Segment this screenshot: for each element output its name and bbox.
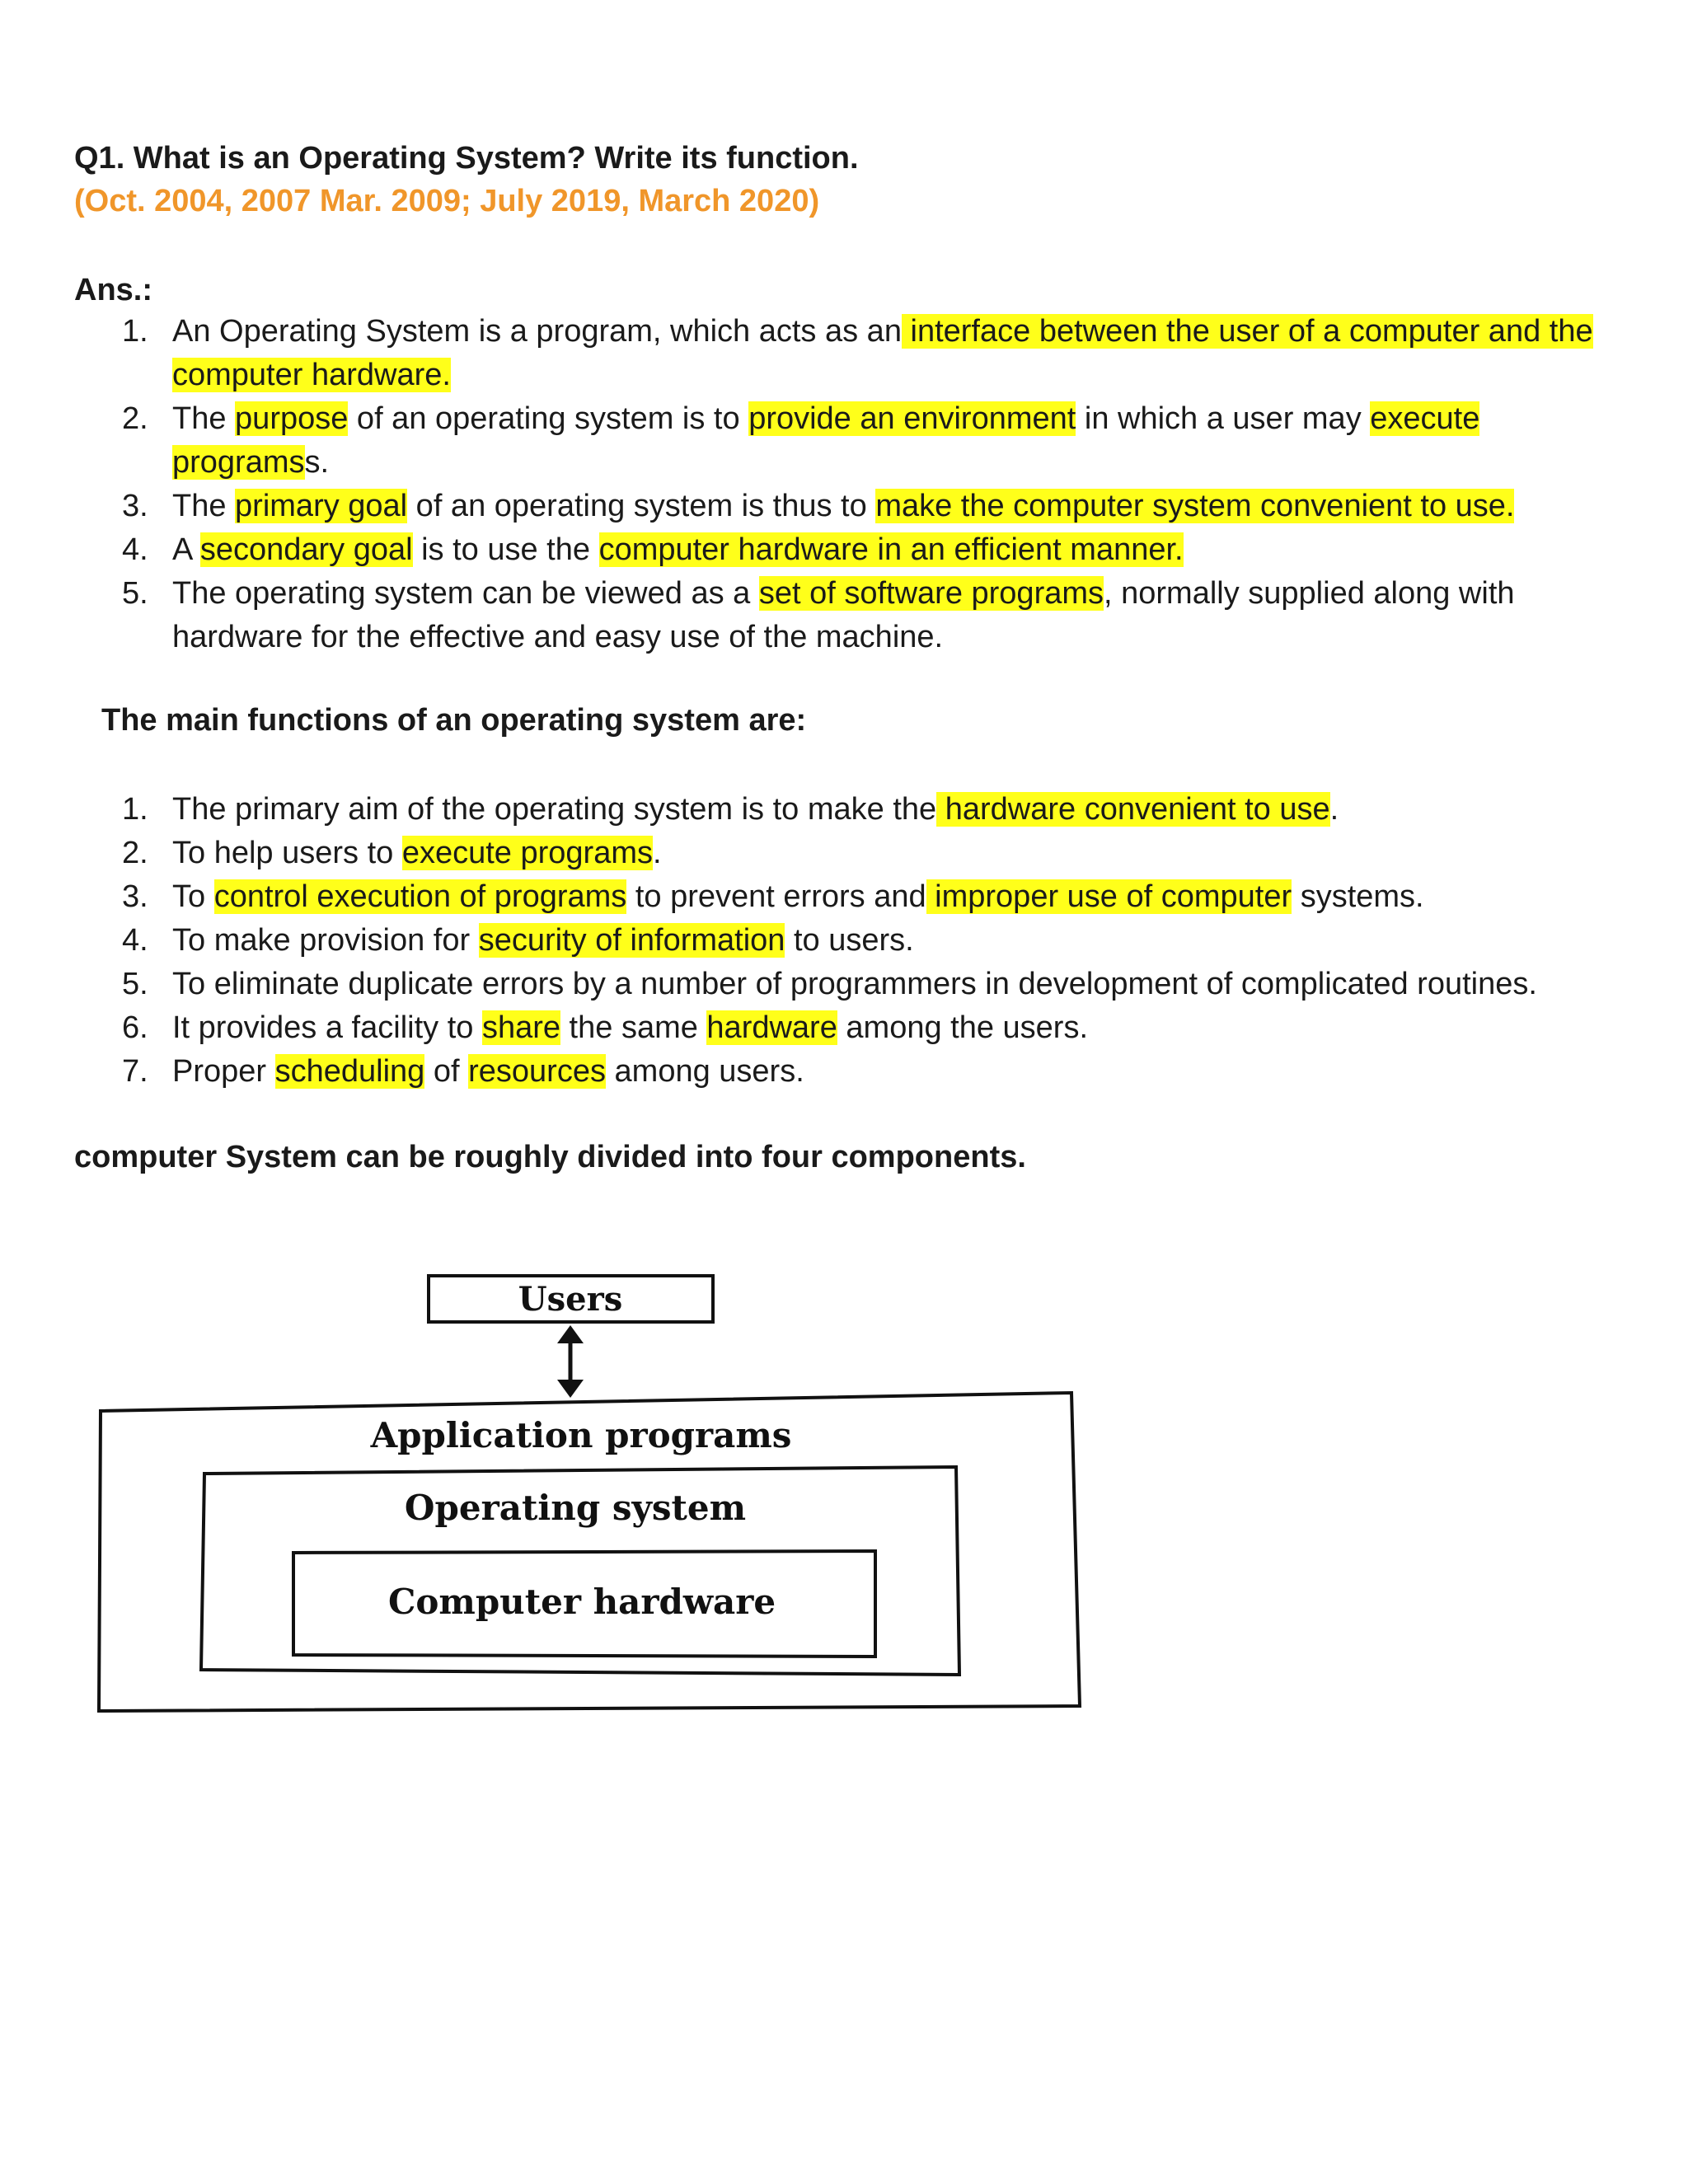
- list-text: Proper: [172, 1054, 275, 1089]
- list-number: 7.: [122, 1054, 148, 1089]
- list-text: To: [172, 879, 214, 914]
- list-number: 5.: [122, 967, 148, 1001]
- list-item: [0, 528, 1640, 572]
- hardware-label: Computer hardware: [387, 1582, 776, 1622]
- functions-list: [0, 788, 1640, 1094]
- list-item: [0, 875, 1640, 919]
- os-label: Operating system: [404, 1488, 747, 1528]
- list-number: 4.: [122, 532, 148, 567]
- highlighted-text: computer hardware in an efficient manner.: [598, 532, 1184, 567]
- question-dates: (Oct. 2004, 2007 Mar. 2009; July 2019, March 2020): [74, 184, 820, 218]
- highlighted-text: control execution of programs: [213, 879, 627, 914]
- list-text: .: [1329, 792, 1339, 827]
- list-text: .: [652, 836, 662, 870]
- list-text: of an operating system is thus to: [407, 489, 876, 523]
- highlighted-text: make the computer system convenient to use.: [875, 489, 1515, 523]
- answer-list: [0, 310, 1640, 659]
- highlighted-text: share: [481, 1010, 560, 1045]
- highlighted-text: hardware convenient to use: [936, 792, 1330, 827]
- list-text: To help users to: [172, 836, 402, 870]
- highlighted-text: execute programs: [172, 401, 1480, 480]
- highlighted-text: provide an environment: [748, 401, 1076, 436]
- list-text: A: [172, 532, 200, 567]
- list-number: 1.: [122, 792, 148, 827]
- list-text: to prevent errors and: [626, 879, 926, 914]
- list-item: [0, 919, 1640, 963]
- list-text: s.: [304, 445, 330, 480]
- list-text: To make provision for: [172, 923, 479, 958]
- highlighted-text: security of information: [478, 923, 785, 958]
- list-text: The primary aim of the operating system is to make the: [172, 792, 937, 827]
- list-number: 6.: [122, 1010, 148, 1045]
- list-number: 2.: [122, 836, 148, 870]
- highlighted-text: purpose: [235, 401, 349, 436]
- highlighted-text: resources: [468, 1054, 606, 1089]
- list-text: To eliminate duplicate errors by a number of programmers in development of complicated routines.: [172, 967, 1537, 1001]
- double-arrow-icon: [557, 1325, 584, 1398]
- list-text: among users.: [605, 1054, 804, 1089]
- list-text: the same: [560, 1010, 707, 1045]
- list-item: [0, 963, 1639, 1006]
- list-item: [0, 310, 1639, 397]
- functions-heading: The main functions of an operating system are:: [101, 703, 807, 738]
- answer-label: Ans.:: [74, 273, 152, 307]
- highlighted-text: primary goal: [235, 489, 408, 523]
- list-number: 5.: [122, 576, 148, 611]
- highlighted-text: execute programs: [401, 836, 653, 870]
- list-item: [0, 832, 1640, 875]
- computer-system-diagram: [82, 1253, 1104, 1722]
- components-heading: computer System can be roughly divided into four components.: [74, 1140, 1026, 1174]
- highlighted-text: scheduling: [274, 1054, 425, 1089]
- application-label: Application programs: [370, 1415, 792, 1455]
- list-item: [0, 1006, 1640, 1050]
- highlighted-text: set of software programs: [758, 576, 1104, 611]
- list-text: in which a user may: [1076, 401, 1371, 436]
- list-number: 2.: [122, 401, 148, 436]
- highlighted-text: interface between the user of a computer and the computer hardware.: [172, 314, 1593, 392]
- list-item: [0, 788, 1640, 832]
- list-item: [0, 397, 1639, 485]
- list-text: An Operating System is a program, which acts as an: [172, 314, 902, 349]
- list-text: The operating system can be viewed as a: [172, 576, 759, 611]
- highlighted-text: hardware: [706, 1010, 837, 1045]
- highlighted-text: secondary goal: [199, 532, 413, 567]
- list-item: [0, 485, 1639, 528]
- list-text: is to use the: [412, 532, 599, 567]
- list-number: 3.: [122, 879, 148, 914]
- list-item: [0, 572, 1639, 659]
- question-title: Q1. What is an Operating System? Write its function.: [74, 141, 859, 176]
- list-number: 1.: [122, 314, 148, 349]
- list-number: 3.: [122, 489, 148, 523]
- list-text: systems.: [1292, 879, 1424, 914]
- list-number: 4.: [122, 923, 148, 958]
- highlighted-text: improper use of computer: [926, 879, 1292, 914]
- list-text: , normally supplied along with hardware for the effective and easy use of the machine.: [172, 576, 1515, 654]
- list-text: The: [172, 401, 236, 436]
- list-text: among the users.: [837, 1010, 1089, 1045]
- users-label: Users: [518, 1280, 623, 1319]
- list-text: to users.: [785, 923, 914, 958]
- list-text: of an operating system is to: [348, 401, 749, 436]
- list-text: It provides a facility to: [172, 1010, 482, 1045]
- list-item: [0, 1050, 1640, 1094]
- list-text: of: [424, 1054, 469, 1089]
- list-text: The: [172, 489, 236, 523]
